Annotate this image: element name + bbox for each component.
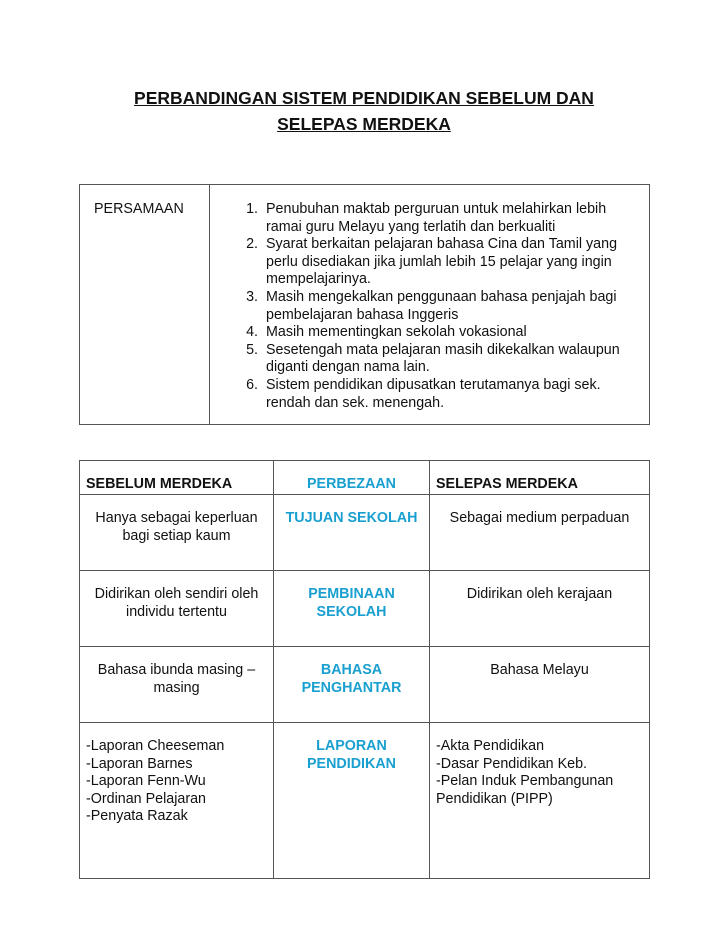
sebelum-laporan-item: -Penyata Razak bbox=[86, 808, 188, 825]
selepas-laporan-item: -Dasar Pendidikan Keb. bbox=[436, 755, 587, 772]
persamaan-label: PERSAMAAN bbox=[80, 185, 210, 425]
selepas-laporan-item: -Akta Pendidikan bbox=[436, 738, 545, 754]
title-line-1: PERBANDINGAN SISTEM PENDIDIKAN SEBELUM DAN bbox=[134, 88, 594, 108]
selepas-cell: Sebagai medium perpaduan bbox=[430, 495, 650, 571]
persamaan-item: 5. Sesetengah mata pelajaran masih dikekalkan walaupun diganti dengan nama lain. bbox=[262, 342, 643, 377]
perbezaan-table bbox=[79, 460, 650, 879]
persamaan-item: 6. Sistem pendidikan dipusatkan terutamanya bagi sek. rendah dan sek. menengah. bbox=[262, 377, 643, 412]
sebelum-cell: Bahasa ibunda masing – masing bbox=[80, 647, 274, 723]
table-row bbox=[80, 723, 650, 879]
sebelum-laporan-item: -Laporan Barnes bbox=[86, 755, 193, 772]
aspek-cell: TUJUAN SEKOLAH bbox=[274, 495, 430, 571]
table-row bbox=[80, 571, 650, 647]
persamaan-item: 3. Masih mengekalkan penggunaan bahasa penjajah bagi pembelajaran bahasa Inggeris bbox=[262, 289, 643, 324]
selepas-laporan-cell bbox=[430, 723, 650, 879]
aspek-cell: PEMBINAAN SEKOLAH bbox=[274, 571, 430, 647]
page-title bbox=[100, 85, 628, 137]
selepas-laporan-item: -Pelan Induk Pembangunan bbox=[436, 773, 614, 790]
table-row bbox=[80, 647, 650, 723]
persamaan-table bbox=[79, 184, 650, 425]
title-line-2: SELEPAS MERDEKA bbox=[277, 114, 451, 134]
persamaan-item: 2. Syarat berkaitan pelajaran bahasa Cina dan Tamil yang perlu disediakan jika jumlah lebih 15 pelajar yang ingin mempelajarinya. bbox=[262, 236, 643, 289]
aspek-cell: BAHASA PENGHANTAR bbox=[274, 647, 430, 723]
table-header-row bbox=[80, 461, 650, 495]
header-sebelum: SEBELUM MERDEKA bbox=[80, 461, 274, 495]
persamaan-item: 1. Penubuhan maktab perguruan untuk melahirkan lebih ramai guru Melayu yang terlatih dan berkualiti bbox=[262, 201, 643, 236]
sebelum-cell: Didirikan oleh sendiri oleh individu tertentu bbox=[80, 571, 274, 647]
table-row bbox=[80, 495, 650, 571]
header-perbezaan: PERBEZAAN bbox=[274, 461, 430, 495]
sebelum-cell: Hanya sebagai keperluan bagi setiap kaum bbox=[80, 495, 274, 571]
sebelum-laporan-item: -Laporan Cheeseman bbox=[86, 738, 225, 754]
persamaan-list-cell bbox=[210, 185, 650, 425]
aspek-cell: LAPORAN PENDIDIKAN bbox=[274, 723, 430, 879]
persamaan-item: 4. Masih mementingkan sekolah vokasional bbox=[262, 324, 643, 342]
persamaan-row bbox=[80, 185, 650, 425]
header-selepas: SELEPAS MERDEKA bbox=[430, 461, 650, 495]
sebelum-laporan-cell bbox=[80, 723, 274, 879]
selepas-cell: Bahasa Melayu bbox=[430, 647, 650, 723]
persamaan-list bbox=[214, 201, 643, 412]
sebelum-laporan-item: -Laporan Fenn-Wu bbox=[86, 773, 206, 790]
sebelum-laporan-item: -Ordinan Pelajaran bbox=[86, 790, 207, 807]
selepas-laporan-item: Pendidikan (PIPP) bbox=[436, 790, 553, 807]
selepas-cell: Didirikan oleh kerajaan bbox=[430, 571, 650, 647]
